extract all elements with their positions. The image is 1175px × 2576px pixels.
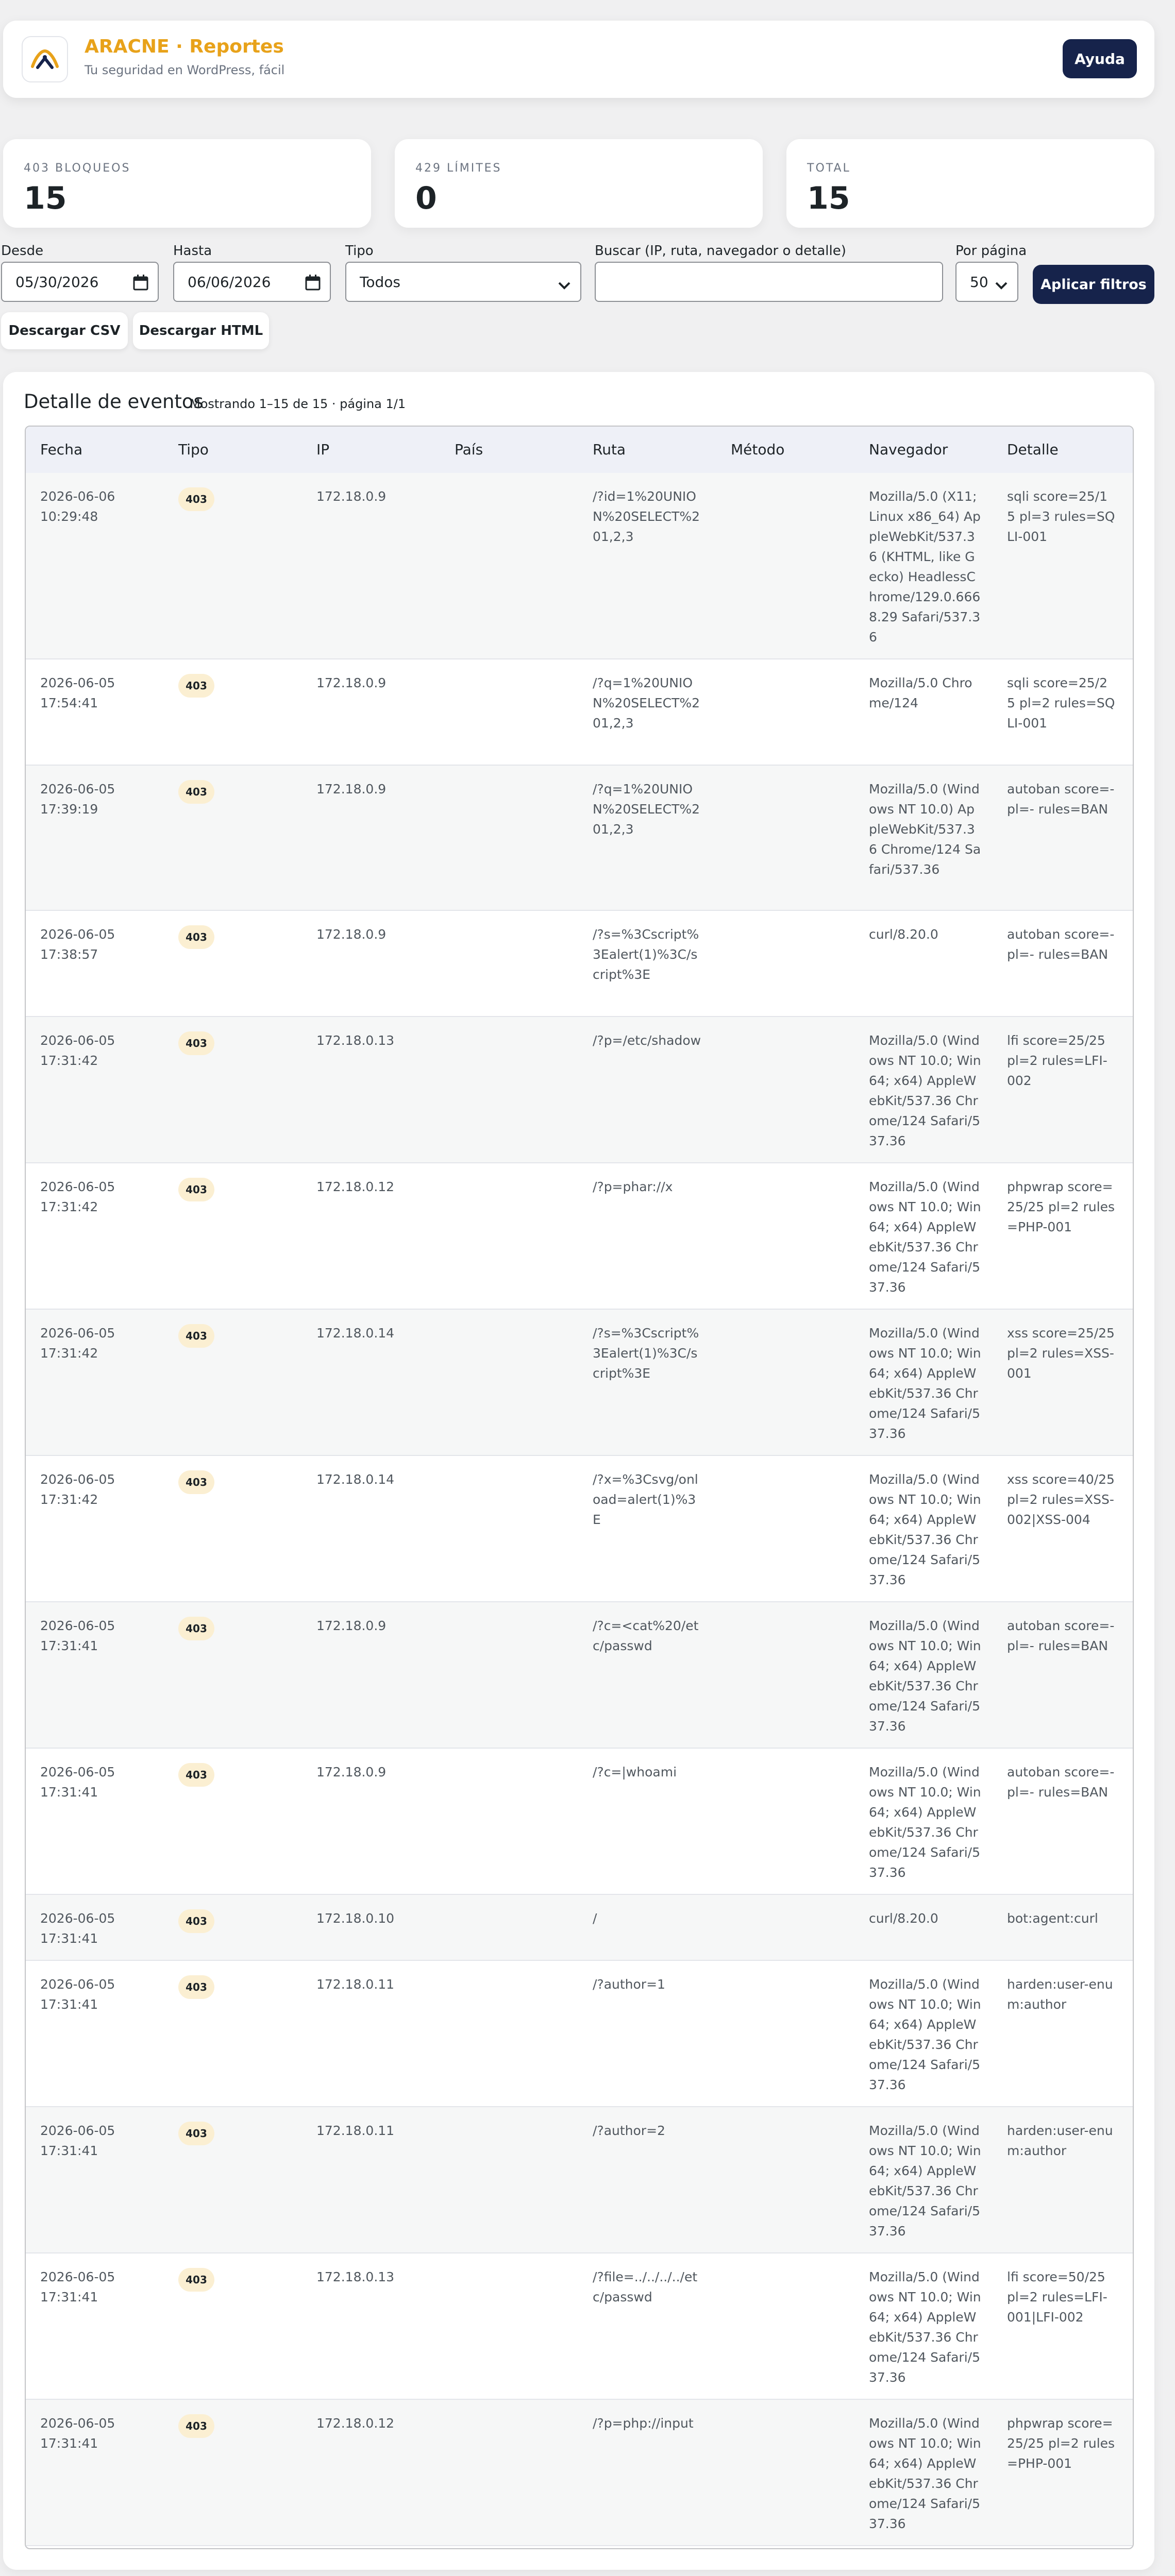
cell-date-time: 17:54:41: [40, 696, 98, 710]
cell-date: [40, 1762, 159, 1802]
type-label: Tipo: [345, 243, 374, 259]
status-badge: 403: [178, 1909, 214, 1933]
cell-date-day: 2026-06-06: [40, 489, 115, 504]
events-card: [3, 372, 1154, 2570]
cell-date-time: 17:38:57: [40, 947, 98, 962]
cell-date: [40, 1974, 159, 2014]
cell-ip: 172.18.0.10: [316, 1911, 395, 1926]
status-badge: 403: [178, 674, 214, 698]
cell-date: [40, 1323, 159, 1363]
table-row: [26, 2253, 1133, 2400]
cell-date-time: 17:31:41: [40, 1638, 98, 1653]
table-row: [26, 2107, 1133, 2253]
cell-path: /?p=phar://x: [593, 1179, 673, 1194]
cell-detail: autoban score=- pl=- rules=BAN: [1007, 927, 1115, 962]
cell-path: /?c=|whoami: [593, 1765, 677, 1780]
stat-card-total: [786, 139, 1154, 228]
per-page-select[interactable]: [955, 262, 1018, 302]
stat-label: TOTAL: [807, 162, 851, 175]
cell-date-day: 2026-06-05: [40, 1326, 115, 1341]
column-header-method: Método: [731, 441, 785, 458]
cell-date-day: 2026-06-05: [40, 2269, 115, 2284]
stat-value: 0: [415, 180, 437, 216]
cell-date: [40, 2121, 159, 2161]
column-header-detail: Detalle: [1007, 441, 1059, 458]
cell-date-time: 17:31:41: [40, 2290, 98, 2304]
cell-detail: xss score=25/25 pl=2 rules=XSS-001: [1007, 1326, 1115, 1381]
cell-ua: curl/8.20.0: [869, 927, 938, 942]
cell-path: /?x=%3Csvg/onload=alert(1)%3E: [593, 1472, 698, 1527]
column-header-ip: IP: [316, 441, 330, 458]
events-summary: Mostrando 1–15 de 15 · página 1/1: [190, 397, 406, 411]
from-date-value: 05/30/2026: [15, 273, 99, 291]
cell-ua: Mozilla/5.0 (Windows NT 10.0; Win64; x64) AppleWebKit/537.36 Chrome/124 Safari/537.36: [869, 1472, 981, 1587]
to-date-value: 06/06/2026: [188, 273, 271, 291]
status-badge: 403: [178, 1031, 214, 1055]
type-select[interactable]: [345, 262, 581, 302]
cell-date: [40, 924, 159, 964]
cell-date: [40, 1616, 159, 1656]
cell-path: /: [593, 1911, 597, 1926]
cell-date-day: 2026-06-05: [40, 927, 115, 942]
per-page-value: 50: [970, 273, 988, 291]
cell-ip: 172.18.0.9: [316, 489, 387, 504]
cell-date: [40, 2267, 159, 2307]
cell-path: /?author=1: [593, 1977, 665, 1992]
cell-date-time: 17:39:19: [40, 802, 98, 817]
cell-ip: 172.18.0.11: [316, 2123, 395, 2138]
cell-detail: phpwrap score=25/25 pl=2 rules=PHP-001: [1007, 1179, 1115, 1234]
table-row: [26, 473, 1133, 659]
cell-date: [40, 1177, 159, 1217]
calendar-icon[interactable]: [133, 274, 148, 294]
download-csv-button[interactable]: Descargar CSV: [1, 312, 128, 349]
cell-detail: sqli score=25/25 pl=2 rules=SQLI-001: [1007, 675, 1115, 731]
cell-detail: autoban score=- pl=- rules=BAN: [1007, 782, 1115, 817]
cell-ip: 172.18.0.14: [316, 1472, 395, 1487]
cell-date: [40, 1908, 159, 1948]
status-badge: 403: [178, 2414, 214, 2438]
cell-ip: 172.18.0.12: [316, 2416, 395, 2431]
cell-ua: Mozilla/5.0 (Windows NT 10.0; Win64; x64) AppleWebKit/537.36 Chrome/124 Safari/537.36: [869, 2123, 981, 2239]
table-row: [26, 1961, 1133, 2107]
table-row: [26, 1017, 1133, 1163]
cell-path: /?q=1%20UNION%20SELECT%201,2,3: [593, 675, 700, 731]
table-row: [26, 659, 1133, 766]
cell-ua: Mozilla/5.0 Chrome/124: [869, 675, 972, 710]
status-badge: 403: [178, 2122, 214, 2145]
app-subtitle: Tu seguridad en WordPress, fácil: [85, 63, 285, 77]
cell-date: [40, 486, 159, 527]
aracne-logo-icon: [22, 36, 68, 82]
cell-ip: 172.18.0.9: [316, 782, 387, 796]
cell-detail: autoban score=- pl=- rules=BAN: [1007, 1765, 1115, 1800]
column-header-country: País: [455, 441, 483, 458]
cell-detail: autoban score=- pl=- rules=BAN: [1007, 1618, 1115, 1653]
cell-ua: Mozilla/5.0 (X11; Linux x86_64) AppleWebKit/537.36 (KHTML, like Gecko) HeadlessChrome/129.0.6668.29 Safari/537.36: [869, 489, 981, 645]
cell-date: [40, 673, 159, 713]
cell-ip: 172.18.0.9: [316, 1765, 387, 1780]
cell-detail: lfi score=50/25 pl=2 rules=LFI-001|LFI-002: [1007, 2269, 1107, 2325]
cell-ip: 172.18.0.9: [316, 675, 387, 690]
cell-ua: Mozilla/5.0 (Windows NT 10.0; Win64; x64) AppleWebKit/537.36 Chrome/124 Safari/537.36: [869, 1618, 981, 1734]
cell-ua: Mozilla/5.0 (Windows NT 10.0; Win64; x64) AppleWebKit/537.36 Chrome/124 Safari/537.36: [869, 1977, 981, 2092]
cell-date-time: 17:31:41: [40, 1931, 98, 1946]
cell-ip: 172.18.0.13: [316, 1033, 395, 1048]
stat-label: 429 LÍMITES: [415, 162, 502, 175]
cell-ip: 172.18.0.9: [316, 1618, 387, 1633]
cell-detail: xss score=40/25 pl=2 rules=XSS-002|XSS-004: [1007, 1472, 1115, 1527]
search-input[interactable]: [595, 262, 943, 302]
table-row: [26, 766, 1133, 911]
from-date-field[interactable]: [1, 262, 159, 302]
cell-detail: phpwrap score=25/25 pl=2 rules=PHP-001: [1007, 2416, 1115, 2471]
status-badge: 403: [178, 1470, 214, 1494]
chevron-down-icon: [558, 277, 571, 294]
events-title: Detalle de eventos: [24, 391, 204, 413]
cell-path: /?file=../../../../etc/passwd: [593, 2269, 698, 2304]
status-badge: 403: [178, 1975, 214, 1999]
table-row: [26, 1895, 1133, 1961]
cell-ua: Mozilla/5.0 (Windows NT 10.0; Win64; x64) AppleWebKit/537.36 Chrome/124 Safari/537.36: [869, 1179, 981, 1295]
stat-card-limits: [395, 139, 763, 228]
to-label: Hasta: [173, 243, 212, 259]
from-label: Desde: [1, 243, 44, 259]
cell-date-day: 2026-06-05: [40, 1911, 115, 1926]
stat-card-blocks: [3, 139, 371, 228]
cell-date-day: 2026-06-05: [40, 1765, 115, 1780]
cell-date: [40, 1469, 159, 1510]
cell-date-day: 2026-06-05: [40, 1033, 115, 1048]
cell-date-time: 17:31:41: [40, 1785, 98, 1800]
cell-ua: Mozilla/5.0 (Windows NT 10.0; Win64; x64) AppleWebKit/537.36 Chrome/124 Safari/537.36: [869, 1326, 981, 1441]
cell-ua: Mozilla/5.0 (Windows NT 10.0; Win64; x64) AppleWebKit/537.36 Chrome/124 Safari/537.36: [869, 2269, 981, 2385]
cell-date-time: 17:31:42: [40, 1199, 98, 1214]
cell-detail: harden:user-enum:author: [1007, 2123, 1113, 2158]
table-row: [26, 1749, 1133, 1895]
stat-value: 15: [24, 180, 67, 216]
cell-path: /?c=<cat%20/etc/passwd: [593, 1618, 699, 1653]
cell-ip: 172.18.0.11: [316, 1977, 395, 1992]
table-row: [26, 1456, 1133, 1602]
cell-path: /?p=php://input: [593, 2416, 694, 2431]
type-select-value: Todos: [360, 273, 400, 291]
chevron-down-icon: [995, 277, 1008, 294]
apply-filters-button[interactable]: Aplicar filtros: [1033, 265, 1154, 304]
cell-date-day: 2026-06-05: [40, 2123, 115, 2138]
status-badge: 403: [178, 925, 214, 949]
cell-date-day: 2026-06-05: [40, 1472, 115, 1487]
column-header-browser: Navegador: [869, 441, 948, 458]
cell-date-day: 2026-06-05: [40, 2416, 115, 2431]
cell-path: /?p=/etc/shadow: [593, 1033, 701, 1048]
cell-ua: Mozilla/5.0 (Windows NT 10.0; Win64; x64) AppleWebKit/537.36 Chrome/124 Safari/537.36: [869, 2416, 981, 2531]
cell-date-time: 17:31:41: [40, 1997, 98, 2012]
cell-ua: Mozilla/5.0 (Windows NT 10.0; Win64; x64) AppleWebKit/537.36 Chrome/124 Safari/537.36: [869, 1765, 981, 1880]
stat-value: 15: [807, 180, 850, 216]
cell-ua: Mozilla/5.0 (Windows NT 10.0; Win64; x64) AppleWebKit/537.36 Chrome/124 Safari/537.36: [869, 1033, 981, 1148]
cell-date-day: 2026-06-05: [40, 1977, 115, 1992]
cell-ip: 172.18.0.13: [316, 2269, 395, 2284]
cell-date-day: 2026-06-05: [40, 1179, 115, 1194]
table-row: [26, 1163, 1133, 1310]
cell-date: [40, 1030, 159, 1071]
cell-detail: lfi score=25/25 pl=2 rules=LFI-002: [1007, 1033, 1107, 1088]
column-header-path: Ruta: [593, 441, 626, 458]
cell-date-time: 17:31:42: [40, 1346, 98, 1361]
cell-date-time: 17:31:42: [40, 1492, 98, 1507]
cell-date: [40, 779, 159, 819]
table-row: [26, 911, 1133, 1017]
cell-path: /?s=%3Cscript%3Ealert(1)%3C/script%3E: [593, 927, 699, 982]
cell-detail: sqli score=25/15 pl=3 rules=SQLI-001: [1007, 489, 1115, 544]
cell-path: /?author=2: [593, 2123, 665, 2138]
cell-ip: 172.18.0.14: [316, 1326, 395, 1341]
stat-label: 403 BLOQUEOS: [24, 162, 131, 175]
events-table: [25, 426, 1134, 2549]
table-header: [26, 427, 1133, 474]
status-badge: 403: [178, 780, 214, 804]
cell-date-day: 2026-06-05: [40, 782, 115, 796]
cell-date-time: 10:29:48: [40, 509, 98, 524]
cell-date: [40, 2413, 159, 2453]
cell-date-time: 17:31:41: [40, 2143, 98, 2158]
column-header-type: Tipo: [178, 441, 209, 458]
table-row: [26, 1602, 1133, 1749]
search-label: Buscar (IP, ruta, navegador o detalle): [595, 243, 846, 259]
status-badge: 403: [178, 1617, 214, 1640]
cell-detail: bot:agent:curl: [1007, 1911, 1098, 1926]
per-page-label: Por página: [955, 243, 1027, 259]
cell-date-day: 2026-06-05: [40, 675, 115, 690]
status-badge: 403: [178, 487, 214, 511]
cell-path: /?s=%3Cscript%3Ealert(1)%3C/script%3E: [593, 1326, 699, 1381]
cell-ua: Mozilla/5.0 (Windows NT 10.0) AppleWebKit/537.36 Chrome/124 Safari/537.36: [869, 782, 981, 877]
status-badge: 403: [178, 1178, 214, 1201]
app-title: ARACNE · Reportes: [85, 36, 284, 57]
column-header-date: Fecha: [40, 441, 83, 458]
status-badge: 403: [178, 2268, 214, 2292]
cell-detail: harden:user-enum:author: [1007, 1977, 1113, 2012]
cell-path: /?q=1%20UNION%20SELECT%201,2,3: [593, 782, 700, 837]
to-date-field[interactable]: [173, 262, 331, 302]
cell-date-day: 2026-06-05: [40, 1618, 115, 1633]
cell-path: /?id=1%20UNION%20SELECT%201,2,3: [593, 489, 700, 544]
help-button[interactable]: Ayuda: [1063, 39, 1137, 78]
status-badge: 403: [178, 1763, 214, 1787]
cell-ua: curl/8.20.0: [869, 1911, 938, 1926]
cell-date-time: 17:31:42: [40, 1053, 98, 1068]
table-row: [26, 1310, 1133, 1456]
header-bar: [3, 21, 1154, 98]
table-row: [26, 2400, 1133, 2546]
cell-ip: 172.18.0.12: [316, 1179, 395, 1194]
cell-date-time: 17:31:41: [40, 2436, 98, 2451]
calendar-icon[interactable]: [305, 274, 321, 294]
cell-ip: 172.18.0.9: [316, 927, 387, 942]
download-html-button[interactable]: Descargar HTML: [133, 312, 269, 349]
status-badge: 403: [178, 1324, 214, 1348]
